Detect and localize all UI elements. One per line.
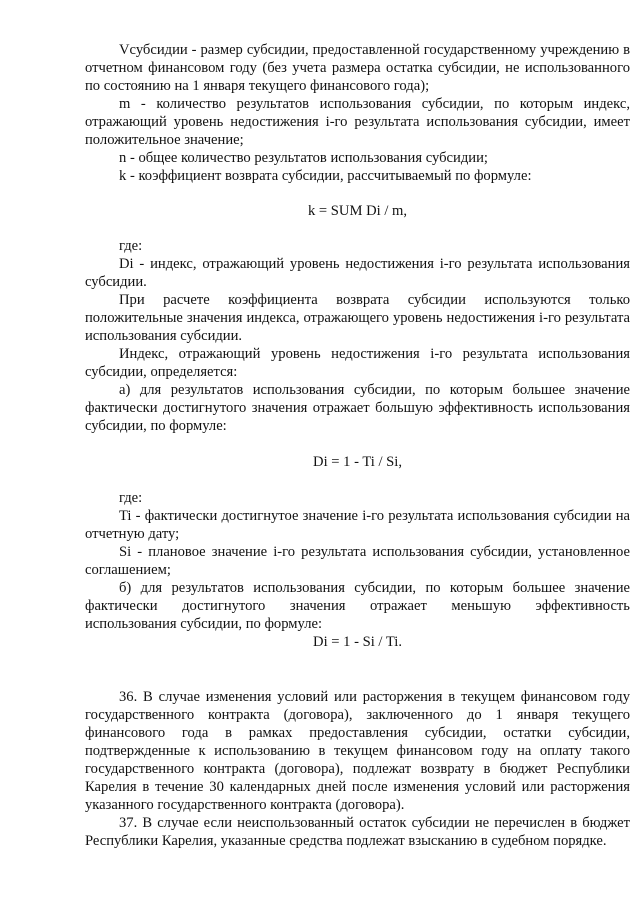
paragraph-di-definition: Di - индекс, отражающий уровень недостижения i-го результата использования субсидии.	[85, 256, 630, 290]
paragraph-item-36: 36. В случае изменения условий или расторжения в текущем финансовом году государственного контракта (договора), заключенного до 1 января текущего финансового года в рамках предоставления субсидии, остатки субсидии, подтвержденные к использованию в текущем финансовом году на оплату такого государственного контракта (договора), подлежат возврату в бюджет Республики Карелия в течение 30 календарных дней после изменения условий или расторжения указанного государственного контракта (договора).	[85, 689, 630, 813]
paragraph-index-opredelyaetsya: Индекс, отражающий уровень недостижения i-го результата использования субсидии, определяется:	[85, 346, 630, 380]
case-b-line-3: использования субсидии, по формуле:	[85, 616, 323, 632]
formula-di-2: Di = 1 - Si / Ti.	[313, 634, 402, 650]
case-b-word: эффективность	[535, 598, 630, 614]
paragraph-raschet-koefficienta: При расчете коэффициента возврата субсидии используются только положительные значения индекса, отражающего уровень недостижения i-го результата использования субсидии.	[85, 292, 630, 344]
paragraph-m-definition: m - количество результатов использования субсидии, по которым индекс, отражающий уровень недостижения i-го результата использования субсидии, имеет положительное значение;	[85, 96, 630, 148]
paragraph-k-definition: k - коэффициент возврата субсидии, рассчитываемый по формуле:	[119, 168, 532, 184]
case-b-word: достигнутого	[182, 598, 266, 614]
document-body	[85, 41, 630, 850]
paragraph-n-definition: n - общее количество результатов использования субсидии;	[119, 150, 488, 166]
label-gde-2: где:	[119, 490, 143, 506]
case-b-word: фактически	[85, 598, 158, 614]
label-gde-1: где:	[119, 238, 143, 254]
case-b-word: меньшую	[451, 598, 511, 614]
paragraph-vsubsidii-definition: Vсубсидии - размер субсидии, предоставленной государственному учреждению в отчетном финансовом году (без учета размера остатка субсидии, не использованного по состоянию на 1 января текущего финансового года);	[85, 42, 630, 94]
paragraph-case-b	[85, 579, 630, 633]
case-b-line-2	[85, 597, 630, 615]
formula-k: k = SUM Di / m,	[307, 203, 408, 219]
paragraph-case-a: а) для результатов использования субсидии, по которым большее значение фактически достигнутого значения отражает большую эффективность использования субсидии, по формуле:	[85, 382, 630, 434]
case-b-word: значения	[289, 598, 346, 614]
paragraph-si-definition: Si - плановое значение i-го результата использования субсидии, установленное соглашением;	[85, 544, 630, 578]
paragraph-item-37: 37. В случае если неиспользованный остаток субсидии не перечислен в бюджет Республики Карелия, указанные средства подлежат взысканию в судебном порядке.	[85, 815, 630, 849]
paragraph-ti-definition: Ti - фактически достигнутое значение i-го результата использования субсидии на отчетную дату;	[85, 508, 630, 542]
case-b-line-1: б) для результатов использования субсидии, по которым большее значение	[119, 580, 630, 596]
formula-di-1: Di = 1 - Ti / Si,	[313, 454, 402, 470]
case-b-word: отражает	[370, 598, 427, 614]
